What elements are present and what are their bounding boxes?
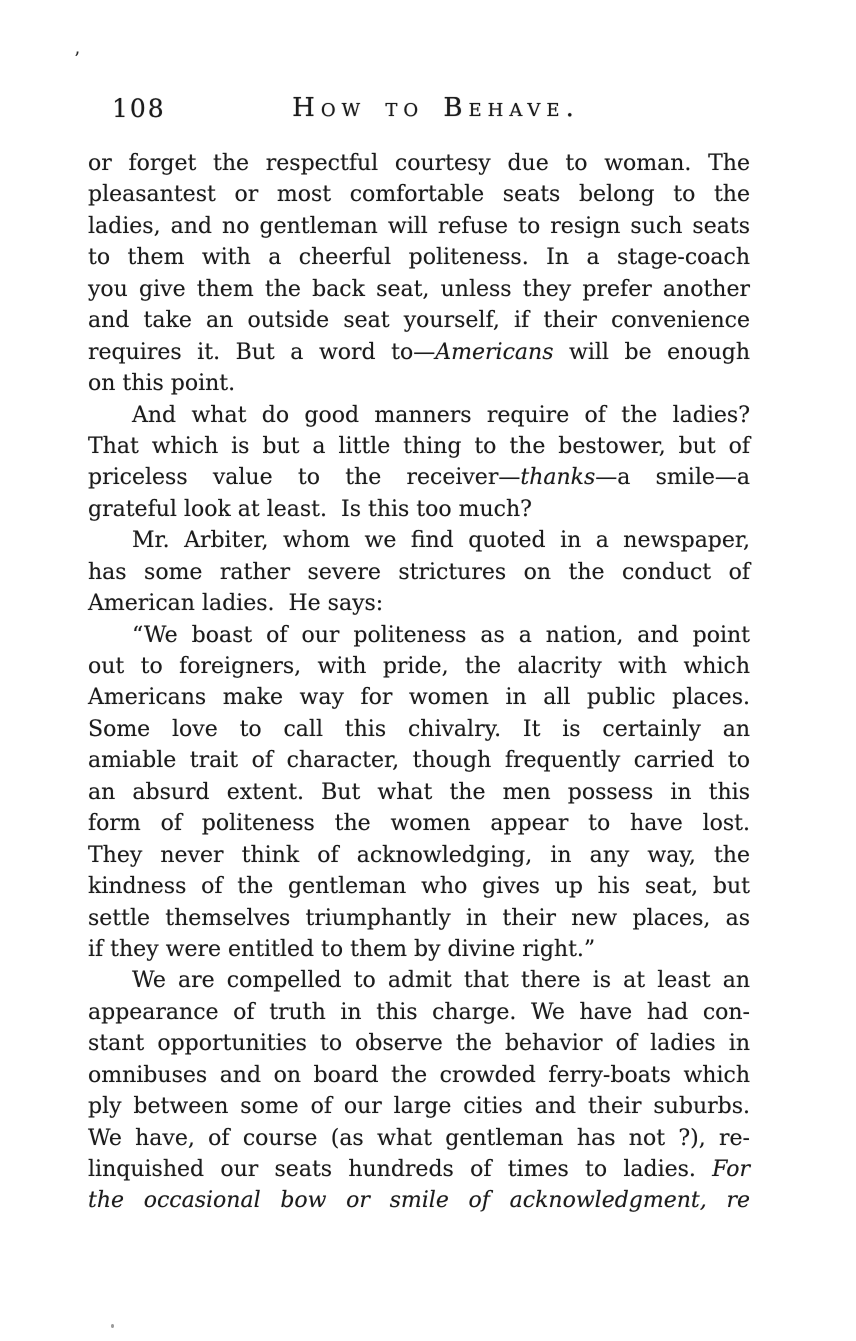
page-number: 108 — [112, 94, 166, 123]
text-segment: amiable trait of character, though frequently carried to — [88, 748, 750, 774]
text-segment: ply between some of our large cities and their suburbs. — [88, 1094, 750, 1120]
scan-artifact-mark: ’ — [74, 48, 81, 70]
text-segment: kindness of the gentleman who gives up his seat, but — [88, 874, 750, 900]
text-segment: requires it. But a word to— — [88, 339, 436, 365]
text-segment: pleasantest or most comfortable seats belong to the — [88, 182, 750, 208]
text-line — [88, 871, 750, 902]
text-segment: grateful look at least. Is this too much? — [88, 496, 532, 522]
text-line — [88, 337, 750, 368]
text-line — [88, 651, 750, 682]
text-line — [88, 714, 750, 745]
text-line — [88, 777, 750, 808]
italic-text-segment: the occasional bow or smile of acknowledgment, re — [88, 1188, 750, 1214]
text-line — [88, 274, 750, 305]
text-line — [88, 431, 750, 462]
italic-text-segment: Americans — [435, 339, 554, 365]
text-line — [88, 368, 750, 399]
text-segment: has some rather severe strictures on the conduct of — [88, 559, 750, 585]
text-segment: an absurd extent. But what the men possess in this — [88, 779, 750, 805]
text-segment: And what do good manners require of the ladies? — [132, 402, 750, 428]
text-line — [88, 1154, 750, 1185]
text-segment: out to foreigners, with pride, the alacrity with which — [88, 654, 750, 679]
body-text — [88, 148, 750, 1217]
text-line — [88, 903, 750, 934]
text-segment: “We boast of our politeness as a nation, and point — [132, 622, 750, 648]
text-segment: They never think of acknowledging, in any way, the — [88, 842, 750, 868]
text-segment: That which is but a little thing to the bestower, but of — [88, 433, 750, 459]
text-line — [88, 148, 750, 179]
text-segment: form of politeness the women appear to have lost. — [88, 811, 750, 837]
text-segment: you give them the back seat, unless they prefer another — [88, 276, 750, 302]
text-line — [88, 1123, 750, 1154]
text-line — [88, 179, 750, 210]
text-segment: on this point. — [88, 371, 236, 397]
text-line — [88, 620, 750, 651]
text-line — [88, 588, 750, 619]
text-segment: omnibuses and on board the crowded ferry-boats which — [88, 1062, 750, 1088]
text-line — [88, 462, 750, 493]
text-segment: if they were entitled to them by divine right.” — [88, 936, 596, 962]
text-segment: —a smile—a — [595, 465, 750, 491]
text-segment: Americans make way for women in all public places. — [88, 685, 750, 711]
text-line — [88, 1091, 750, 1122]
text-segment: American ladies. He says: — [88, 591, 384, 617]
text-line — [88, 965, 750, 996]
scan-speck — [111, 1324, 114, 1328]
text-segment: and take an outside seat yourself, if their convenience — [88, 308, 750, 334]
text-line — [88, 494, 750, 525]
italic-text-segment: thanks — [520, 465, 596, 491]
text-line — [88, 305, 750, 336]
text-line — [88, 1028, 750, 1059]
running-header-title: How to Behave. — [292, 93, 580, 123]
text-segment: to them with a cheerful politeness. In a stage-coach — [88, 245, 750, 271]
text-segment: settle themselves triumphantly in their new places, as — [88, 905, 750, 931]
text-line — [88, 745, 750, 776]
text-line — [88, 997, 750, 1028]
italic-text-segment: For — [712, 1157, 750, 1182]
text-segment: Some love to call this chivalry. It is certainly an — [88, 716, 750, 742]
text-segment: priceless value to the receiver— — [88, 465, 521, 491]
text-segment: ladies, and no gentleman will refuse to resign such seats — [88, 213, 750, 239]
text-segment: will be enough — [553, 339, 750, 365]
text-segment: appearance of truth in this charge. We have had con- — [88, 999, 750, 1025]
text-segment: stant opportunities to observe the behavior of ladies in — [88, 1031, 750, 1057]
text-segment: linquished our seats hundreds of times to ladies. — [88, 1157, 713, 1182]
text-line — [88, 934, 750, 965]
text-line — [88, 242, 750, 273]
text-line — [88, 808, 750, 839]
text-segment: Mr. Arbiter, whom we find quoted in a newspaper, — [132, 528, 750, 554]
text-line — [88, 682, 750, 713]
text-line — [88, 400, 750, 431]
text-line — [88, 557, 750, 588]
text-segment: We are compelled to admit that there is at least an — [132, 968, 750, 994]
text-segment: We have, of course (as what gentleman has not ?), re- — [88, 1125, 750, 1151]
text-line — [88, 211, 750, 242]
text-segment: or forget the respectful courtesy due to woman. The — [88, 151, 750, 176]
text-line — [88, 840, 750, 871]
text-line — [88, 1185, 750, 1216]
text-line — [88, 525, 750, 556]
text-line — [88, 1060, 750, 1091]
